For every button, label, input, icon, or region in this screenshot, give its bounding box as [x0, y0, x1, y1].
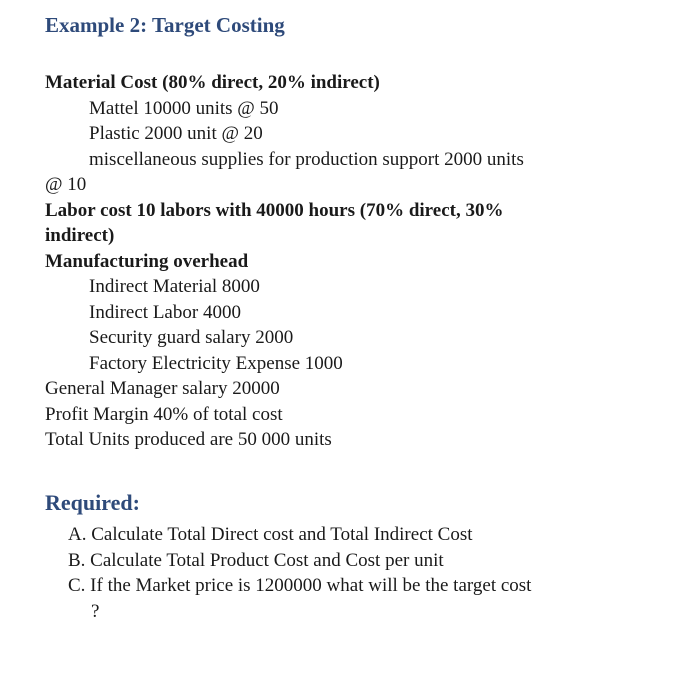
general-manager-salary: General Manager salary 20000	[45, 378, 280, 399]
total-units-produced: Total Units produced are 50 000 units	[45, 429, 332, 450]
profit-margin: Profit Margin 40% of total cost	[45, 403, 283, 425]
required-heading: Required:	[45, 490, 140, 515]
material-item-mattel: Mattel 10000 units @ 50	[89, 97, 279, 119]
problem-body	[45, 70, 645, 453]
manufacturing-overhead-heading: Manufacturing overhead	[45, 250, 249, 272]
labor-cost-line-2: indirect)	[45, 225, 115, 246]
required-item-a: A. Calculate Total Direct cost and Total Indirect Cost	[68, 524, 473, 545]
labor-cost-line-1: Labor cost 10 labors with 40000 hours (70% direct, 30%	[45, 199, 504, 221]
material-item-misc-continuation: @ 10	[45, 174, 87, 195]
material-cost-heading: Material Cost (80% direct, 20% indirect)	[45, 72, 380, 93]
overhead-item-indirect-material: Indirect Material 8000	[89, 276, 260, 297]
required-item-b: B. Calculate Total Product Cost and Cost per unit	[68, 549, 444, 571]
material-item-misc-supplies: miscellaneous supplies for production support 2000 units	[89, 148, 524, 170]
required-list	[68, 522, 648, 624]
overhead-item-indirect-labor: Indirect Labor 4000	[89, 301, 241, 323]
material-item-plastic: Plastic 2000 unit @ 20	[89, 123, 263, 144]
overhead-item-electricity: Factory Electricity Expense 1000	[89, 352, 343, 374]
overhead-item-security-salary: Security guard salary 2000	[89, 327, 294, 348]
required-item-c-continuation: ?	[91, 600, 100, 622]
document-title: Example 2: Target Costing	[45, 13, 285, 37]
required-item-c: C. If the Market price is 1200000 what will be the target cost	[68, 575, 532, 596]
